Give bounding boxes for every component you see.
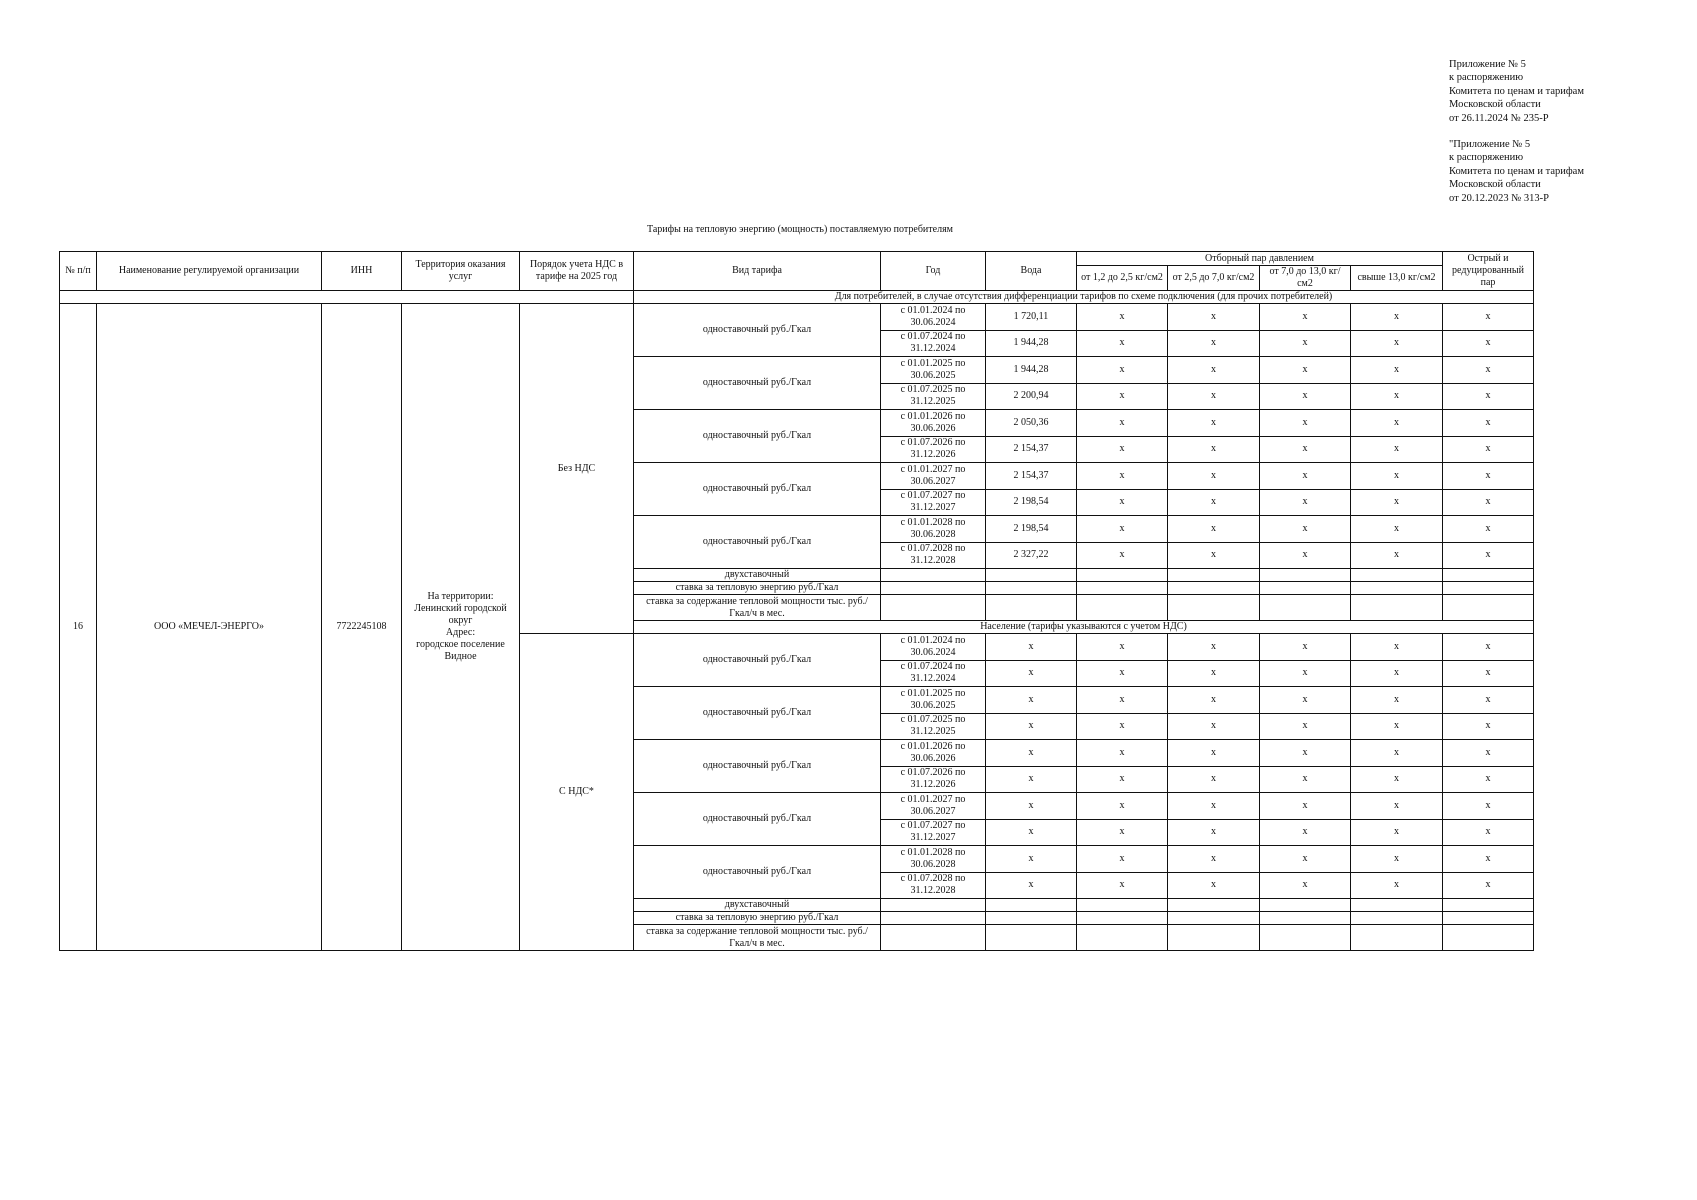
col-steam-group: Отборный пар давлением	[1077, 252, 1443, 266]
empty-cell	[986, 569, 1077, 582]
empty-cell	[986, 595, 1077, 621]
steam-value: х	[1351, 687, 1443, 714]
steam-value: х	[1443, 410, 1534, 437]
col-num: № п/п	[60, 252, 97, 291]
empty-cell	[1260, 925, 1351, 951]
steam-value: х	[1077, 872, 1168, 899]
appendix-line: "Приложение № 5	[1449, 139, 1531, 151]
tariff-one-rate: одноставочный руб./Гкал	[634, 793, 881, 846]
steam-value: х	[1351, 740, 1443, 767]
empty-cell	[1260, 595, 1351, 621]
steam-value: х	[1260, 304, 1351, 331]
steam-value: х	[1168, 660, 1260, 687]
steam-value: х	[1351, 330, 1443, 357]
empty-cell	[1077, 595, 1168, 621]
tariff-one-rate: одноставочный руб./Гкал	[634, 516, 881, 569]
steam-value: х	[1260, 846, 1351, 873]
water-value: х	[986, 660, 1077, 687]
empty-cell	[986, 925, 1077, 951]
steam-value: х	[1260, 740, 1351, 767]
steam-value: х	[1077, 489, 1168, 516]
document-title: Тарифы на тепловую энергию (мощность) поставляемую потребителям	[646, 224, 953, 235]
steam-value: х	[1443, 436, 1534, 463]
water-value: 2 200,94	[986, 383, 1077, 410]
empty-cell	[986, 899, 1077, 912]
steam-value: х	[1260, 463, 1351, 490]
period: с 01.07.2027 по 31.12.2027	[881, 489, 986, 516]
row-number: 16	[60, 304, 97, 951]
empty-cell	[1351, 925, 1443, 951]
period: с 01.07.2028 по 31.12.2028	[881, 872, 986, 899]
steam-value: х	[1168, 846, 1260, 873]
steam-value: х	[1351, 819, 1443, 846]
steam-value: х	[1351, 357, 1443, 384]
tariff-one-rate: одноставочный руб./Гкал	[634, 357, 881, 410]
steam-value: х	[1260, 660, 1351, 687]
period: с 01.01.2024 по 30.06.2024	[881, 304, 986, 331]
empty-cell	[1077, 899, 1168, 912]
empty-cell	[1443, 912, 1534, 925]
empty-cell	[1351, 899, 1443, 912]
tariff-one-rate: одноставочный руб./Гкал	[634, 846, 881, 899]
steam-value: х	[1260, 766, 1351, 793]
empty-cell	[881, 595, 986, 621]
table-row	[60, 304, 1534, 331]
appendix-line: Московской области	[1449, 179, 1541, 191]
col-steam-4: свыше 13,0 кг/см2	[1351, 266, 1443, 291]
col-inn: ИНН	[322, 252, 402, 291]
empty-cell	[1443, 595, 1534, 621]
steam-value: х	[1443, 463, 1534, 490]
col-year: Год	[881, 252, 986, 291]
steam-value: х	[1168, 304, 1260, 331]
water-value: 2 198,54	[986, 516, 1077, 543]
col-territory: Территория оказания услуг	[402, 252, 520, 291]
period: с 01.01.2028 по 30.06.2028	[881, 516, 986, 543]
period: с 01.07.2028 по 31.12.2028	[881, 542, 986, 569]
steam-value: х	[1260, 872, 1351, 899]
period: с 01.07.2026 по 31.12.2026	[881, 766, 986, 793]
capacity-rate: ставка за содержание тепловой мощности тыс. руб./Гкал/ч в мес.	[634, 595, 881, 621]
water-value: 2 050,36	[986, 410, 1077, 437]
water-value: х	[986, 634, 1077, 661]
steam-value: х	[1077, 634, 1168, 661]
appendix-line: к распоряжению	[1449, 72, 1524, 84]
steam-value: х	[1443, 793, 1534, 820]
empty-cell	[881, 569, 986, 582]
steam-value: х	[1351, 410, 1443, 437]
steam-value: х	[1260, 410, 1351, 437]
steam-value: х	[1260, 436, 1351, 463]
steam-value: х	[1168, 687, 1260, 714]
empty-cell	[1168, 595, 1260, 621]
steam-value: х	[1351, 516, 1443, 543]
steam-value: х	[1168, 383, 1260, 410]
steam-value: х	[1168, 634, 1260, 661]
tariff-two-rate: двухставочный	[634, 899, 881, 912]
empty-cell	[1260, 899, 1351, 912]
col-tariff-type: Вид тарифа	[634, 252, 881, 291]
period: с 01.01.2026 по 30.06.2026	[881, 740, 986, 767]
steam-value: х	[1168, 740, 1260, 767]
water-value: х	[986, 793, 1077, 820]
steam-value: х	[1077, 846, 1168, 873]
steam-value: х	[1351, 872, 1443, 899]
capacity-rate: ставка за содержание тепловой мощности тыс. руб./Гкал/ч в мес.	[634, 925, 881, 951]
steam-value: х	[1168, 357, 1260, 384]
empty-cell	[1168, 582, 1260, 595]
steam-value: х	[1168, 330, 1260, 357]
water-value: х	[986, 872, 1077, 899]
empty-cell	[986, 582, 1077, 595]
vat-without: Без НДС	[520, 304, 634, 634]
steam-value: х	[1077, 383, 1168, 410]
empty-cell	[881, 912, 986, 925]
water-value: х	[986, 687, 1077, 714]
steam-value: х	[1260, 357, 1351, 384]
col-steam-2: от 2,5 до 7,0 кг/см2	[1168, 266, 1260, 291]
water-value: 2 327,22	[986, 542, 1077, 569]
steam-value: х	[1168, 819, 1260, 846]
empty-cell	[1260, 582, 1351, 595]
col-steam-3: от 7,0 до 13,0 кг/см2	[1260, 266, 1351, 291]
tariff-one-rate: одноставочный руб./Гкал	[634, 687, 881, 740]
steam-value: х	[1443, 872, 1534, 899]
appendix-header	[1449, 58, 1669, 205]
section-population: Население (тарифы указываются с учетом НДС)	[634, 621, 1534, 634]
tariff-one-rate: одноставочный руб./Гкал	[634, 410, 881, 463]
steam-value: х	[1443, 687, 1534, 714]
steam-value: х	[1260, 489, 1351, 516]
water-value: х	[986, 846, 1077, 873]
steam-value: х	[1077, 687, 1168, 714]
appendix-line: Московской области	[1449, 99, 1541, 111]
steam-value: х	[1443, 766, 1534, 793]
tariff-one-rate: одноставочный руб./Гкал	[634, 634, 881, 687]
steam-value: х	[1077, 330, 1168, 357]
steam-value: х	[1260, 330, 1351, 357]
steam-value: х	[1077, 713, 1168, 740]
steam-value: х	[1443, 660, 1534, 687]
steam-value: х	[1168, 766, 1260, 793]
tariff-two-rate: двухставочный	[634, 569, 881, 582]
period: с 01.07.2025 по 31.12.2025	[881, 383, 986, 410]
empty-cell	[1443, 925, 1534, 951]
table-row	[60, 291, 1534, 304]
steam-value: х	[1443, 542, 1534, 569]
org-name: ООО «МЕЧЕЛ-ЭНЕРГО»	[97, 304, 322, 951]
steam-value: х	[1260, 516, 1351, 543]
section-other-consumers: Для потребителей, в случае отсутствия дифференциации тарифов по схеме подключения (для прочих потребителей)	[634, 291, 1534, 304]
steam-value: х	[1443, 383, 1534, 410]
water-value: 1 944,28	[986, 357, 1077, 384]
steam-value: х	[1260, 687, 1351, 714]
water-value: 2 154,37	[986, 463, 1077, 490]
tariff-one-rate: одноставочный руб./Гкал	[634, 740, 881, 793]
period: с 01.07.2027 по 31.12.2027	[881, 819, 986, 846]
water-value: х	[986, 740, 1077, 767]
vat-with: С НДС*	[520, 634, 634, 951]
appendix-line: Комитета по ценам и тарифам	[1449, 85, 1584, 97]
empty-cell	[1077, 582, 1168, 595]
empty-cell	[881, 582, 986, 595]
steam-value: х	[1077, 766, 1168, 793]
col-vat-order: Порядок учета НДС в тарифе на 2025 год	[520, 252, 634, 291]
appendix-line: Приложение № 5	[1449, 59, 1526, 70]
steam-value: х	[1351, 793, 1443, 820]
steam-value: х	[1351, 383, 1443, 410]
period: с 01.07.2025 по 31.12.2025	[881, 713, 986, 740]
steam-value: х	[1351, 489, 1443, 516]
steam-value: х	[1443, 304, 1534, 331]
appendix-line: Комитета по ценам и тарифам	[1449, 165, 1584, 177]
steam-value: х	[1077, 357, 1168, 384]
steam-value: х	[1443, 713, 1534, 740]
steam-value: х	[1077, 463, 1168, 490]
steam-value: х	[1260, 383, 1351, 410]
appendix-line: от 26.11.2024 № 235-Р	[1449, 112, 1549, 124]
empty-cell	[881, 899, 986, 912]
steam-value: х	[1351, 436, 1443, 463]
steam-value: х	[1351, 634, 1443, 661]
empty-cell	[1443, 582, 1534, 595]
period: с 01.01.2026 по 30.06.2026	[881, 410, 986, 437]
steam-value: х	[1260, 819, 1351, 846]
territory: На территории: Ленинский городской округ Адрес: городское поселение Видное	[402, 304, 520, 951]
period: с 01.07.2024 по 31.12.2024	[881, 330, 986, 357]
empty-cell	[1351, 595, 1443, 621]
water-value: 1 944,28	[986, 330, 1077, 357]
steam-value: х	[1077, 819, 1168, 846]
empty-cell	[1168, 569, 1260, 582]
empty-cell	[1077, 569, 1168, 582]
energy-rate: ставка за тепловую энергию руб./Гкал	[634, 582, 881, 595]
steam-value: х	[1168, 516, 1260, 543]
empty-cell	[1077, 925, 1168, 951]
steam-value: х	[1443, 846, 1534, 873]
appendix-line: к распоряжению	[1449, 152, 1524, 164]
steam-value: х	[1260, 713, 1351, 740]
water-value: 2 154,37	[986, 436, 1077, 463]
empty-cell	[1351, 582, 1443, 595]
empty-cell	[1260, 912, 1351, 925]
empty-cell	[1443, 899, 1534, 912]
water-value: х	[986, 819, 1077, 846]
empty-cell	[986, 912, 1077, 925]
steam-value: х	[1077, 436, 1168, 463]
steam-value: х	[1168, 410, 1260, 437]
period: с 01.07.2024 по 31.12.2024	[881, 660, 986, 687]
period: с 01.01.2025 по 30.06.2025	[881, 357, 986, 384]
steam-value: х	[1168, 713, 1260, 740]
steam-value: х	[1351, 304, 1443, 331]
steam-value: х	[1077, 740, 1168, 767]
steam-value: х	[1077, 660, 1168, 687]
steam-value: х	[1260, 542, 1351, 569]
steam-value: х	[1351, 463, 1443, 490]
empty-cell	[1168, 899, 1260, 912]
steam-value: х	[1351, 766, 1443, 793]
steam-value: х	[1168, 463, 1260, 490]
steam-value: х	[1077, 304, 1168, 331]
empty-cell	[1351, 569, 1443, 582]
tariff-one-rate: одноставочный руб./Гкал	[634, 304, 881, 357]
steam-value: х	[1260, 634, 1351, 661]
col-org: Наименование регулируемой организации	[97, 252, 322, 291]
empty-cell	[1443, 569, 1534, 582]
appendix-line: от 20.12.2023 № 313-Р	[1449, 192, 1549, 204]
tariff-one-rate: одноставочный руб./Гкал	[634, 463, 881, 516]
steam-value: х	[1168, 489, 1260, 516]
period: с 01.01.2024 по 30.06.2024	[881, 634, 986, 661]
steam-value: х	[1077, 542, 1168, 569]
col-steam-1: от 1,2 до 2,5 кг/см2	[1077, 266, 1168, 291]
period: с 01.01.2027 по 30.06.2027	[881, 463, 986, 490]
steam-value: х	[1077, 793, 1168, 820]
steam-value: х	[1351, 542, 1443, 569]
steam-value: х	[1168, 542, 1260, 569]
steam-value: х	[1077, 410, 1168, 437]
water-value: х	[986, 766, 1077, 793]
empty-cell	[1168, 912, 1260, 925]
steam-value: х	[1443, 516, 1534, 543]
water-value: х	[986, 713, 1077, 740]
empty-cell	[1351, 912, 1443, 925]
steam-value: х	[1443, 819, 1534, 846]
org-inn: 7722245108	[322, 304, 402, 951]
steam-value: х	[1443, 634, 1534, 661]
tariff-table	[59, 251, 1534, 951]
steam-value: х	[1443, 357, 1534, 384]
steam-value: х	[1351, 846, 1443, 873]
steam-value: х	[1351, 660, 1443, 687]
period: с 01.01.2028 по 30.06.2028	[881, 846, 986, 873]
steam-value: х	[1443, 330, 1534, 357]
steam-value: х	[1168, 793, 1260, 820]
steam-value: х	[1168, 872, 1260, 899]
period: с 01.01.2027 по 30.06.2027	[881, 793, 986, 820]
steam-value: х	[1077, 516, 1168, 543]
col-water: Вода	[986, 252, 1077, 291]
empty-cell	[1260, 569, 1351, 582]
empty-cell	[881, 925, 986, 951]
steam-value: х	[1443, 489, 1534, 516]
energy-rate: ставка за тепловую энергию руб./Гкал	[634, 912, 881, 925]
period: с 01.01.2025 по 30.06.2025	[881, 687, 986, 714]
steam-value: х	[1260, 793, 1351, 820]
col-sharp-steam: Острый и редуцированный пар	[1443, 252, 1534, 291]
water-value: 1 720,11	[986, 304, 1077, 331]
steam-value: х	[1443, 740, 1534, 767]
empty-cell	[1168, 925, 1260, 951]
empty-cell	[60, 291, 634, 304]
steam-value: х	[1168, 436, 1260, 463]
empty-cell	[1077, 912, 1168, 925]
water-value: 2 198,54	[986, 489, 1077, 516]
steam-value: х	[1351, 713, 1443, 740]
period: с 01.07.2026 по 31.12.2026	[881, 436, 986, 463]
